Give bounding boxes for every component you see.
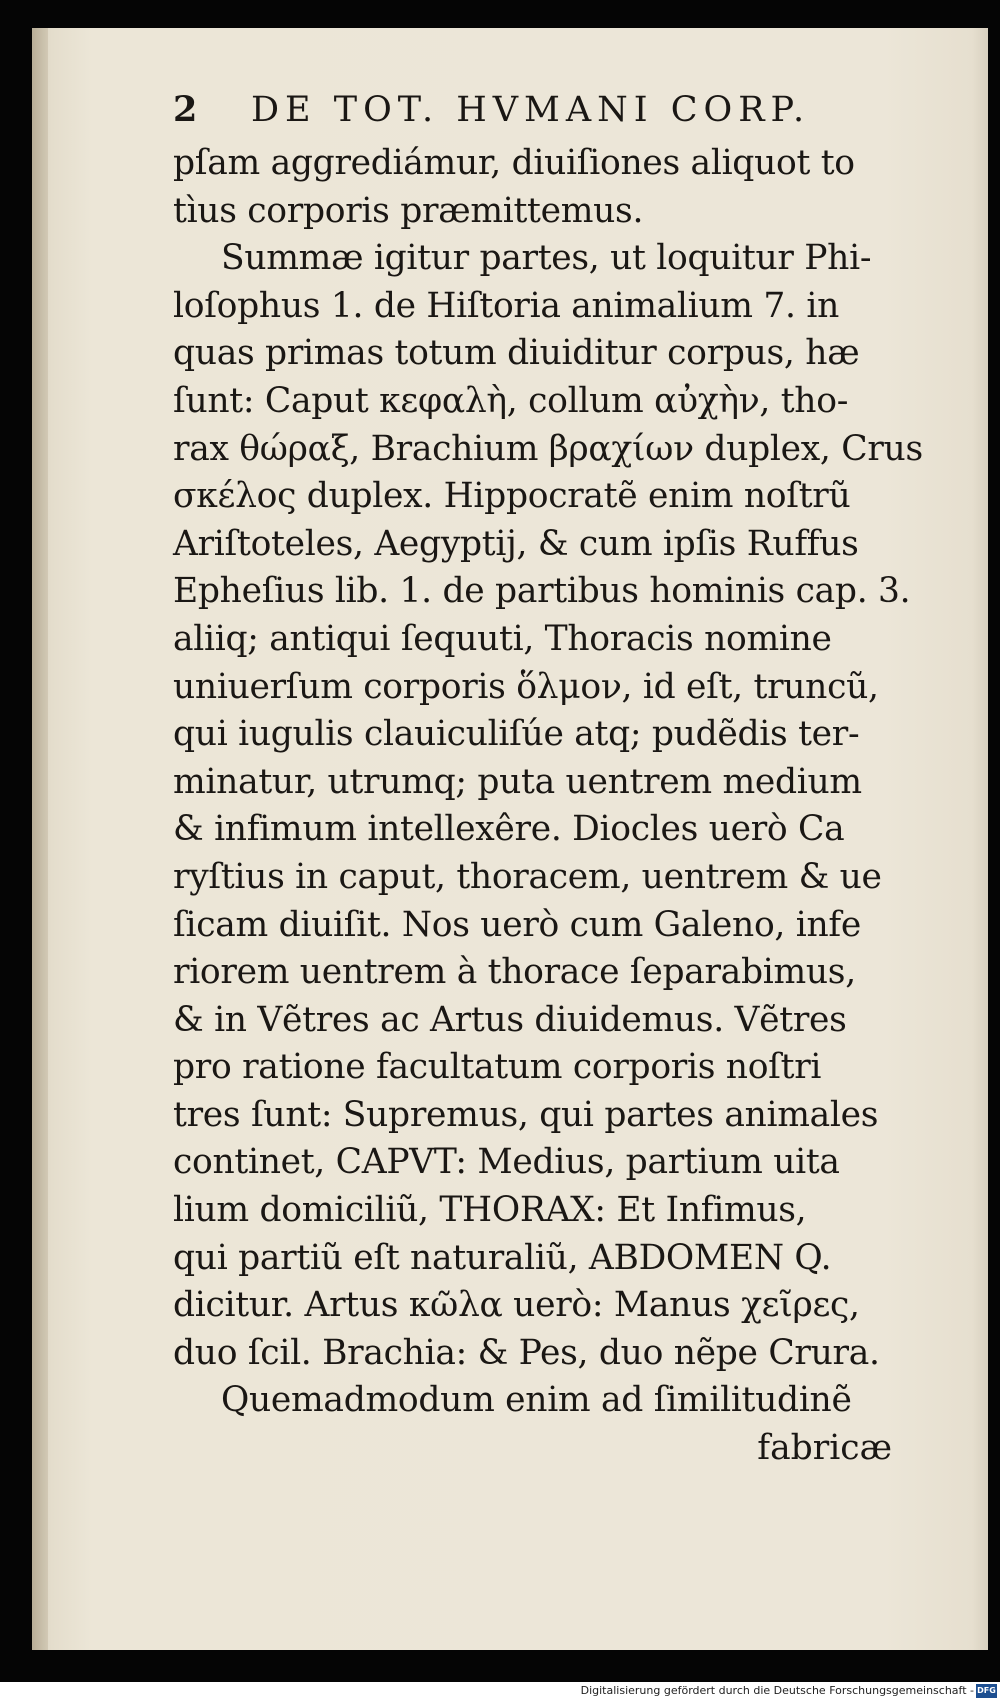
text-line: aliiq; antiqui ſequuti, Thoracis nomine	[173, 618, 832, 659]
text-line: tìus corporis præmittemus.	[173, 190, 644, 231]
text-line: qui partiũ eſt naturaliũ, ABDOMEN Q.	[173, 1237, 832, 1278]
text-line: pſam aggrediámur, diuiſiones aliquot to	[173, 143, 855, 183]
text-line: ſunt: Caput κεφαλὴ, collum αὐχὴν, tho-	[173, 380, 849, 421]
text-line: Epheſius lib. 1. de partibus hominis cap. 3.	[173, 571, 911, 612]
text-line: ryſtius in caput, thoracem, uentrem & ue	[173, 856, 882, 897]
text-line: riorem uentrem à thorace ſeparabimus,	[173, 952, 856, 993]
text-line: Summæ igitur partes, ut loquitur Phi-	[221, 238, 872, 279]
text-line: pro ratione facultatum corporis noſtri	[173, 1047, 822, 1088]
text-line: duo ſcil. Brachia: & Pes, duo nẽpe Crura.	[173, 1332, 880, 1373]
text-line: minatur, utrumq; puta uentrem medium	[173, 761, 862, 802]
text-line: Quemadmodum enim ad ſimilitudinẽ	[221, 1380, 852, 1421]
text-line: σκέλος duplex. Hippocratẽ enim noſtrũ	[173, 476, 851, 517]
page-number: 2	[173, 89, 198, 130]
text-line: loſophus 1. de Hiſtoria animalium 7. in	[173, 285, 839, 326]
text-line: & in Vẽtres ac Artus diuidemus. Vẽtres	[173, 999, 847, 1040]
text-line: ſicam diuiſit. Nos uerò cum Galeno, infe	[173, 904, 862, 945]
text-line: dicitur. Artus κῶλα uerò: Manus χεῖρες,	[173, 1285, 860, 1326]
text-line: quas primas totum diuiditur corpus, hæ	[173, 333, 860, 374]
page-header	[173, 86, 918, 140]
text-line: rax θώραξ, Brachium βραχίων duplex, Crus	[173, 428, 923, 469]
text-line: continet, CAPVT: Medius, partium uita	[173, 1142, 840, 1183]
text-line: tres ſunt: Supremus, qui partes animales	[173, 1094, 879, 1135]
text-line: uniuerſum corporis ὅλμον, id eſt, truncũ,	[173, 666, 879, 707]
text-line: Ariſtoteles, Aegyptij, & cum ipſis Ruffus	[173, 523, 859, 564]
text-line: qui iugulis clauiculiſúe atq; pudẽdis ter-	[173, 714, 860, 755]
text-line: lium domiciliũ, THORAX: Et Infimus,	[173, 1190, 807, 1231]
running-head: DE TOT. HVMANI CORP.	[251, 90, 811, 130]
digitization-credit: Digitalisierung gefördert durch die Deutsche Forschungsgemeinschaft -	[0, 1682, 1000, 1700]
dfg-logo: DFG	[976, 1684, 997, 1698]
text-line: & infimum intellexêre. Diocles uerò Ca	[173, 809, 845, 850]
page-gutter	[32, 28, 48, 1650]
catchword: fabricæ	[757, 1428, 892, 1469]
text-block	[173, 86, 923, 1473]
